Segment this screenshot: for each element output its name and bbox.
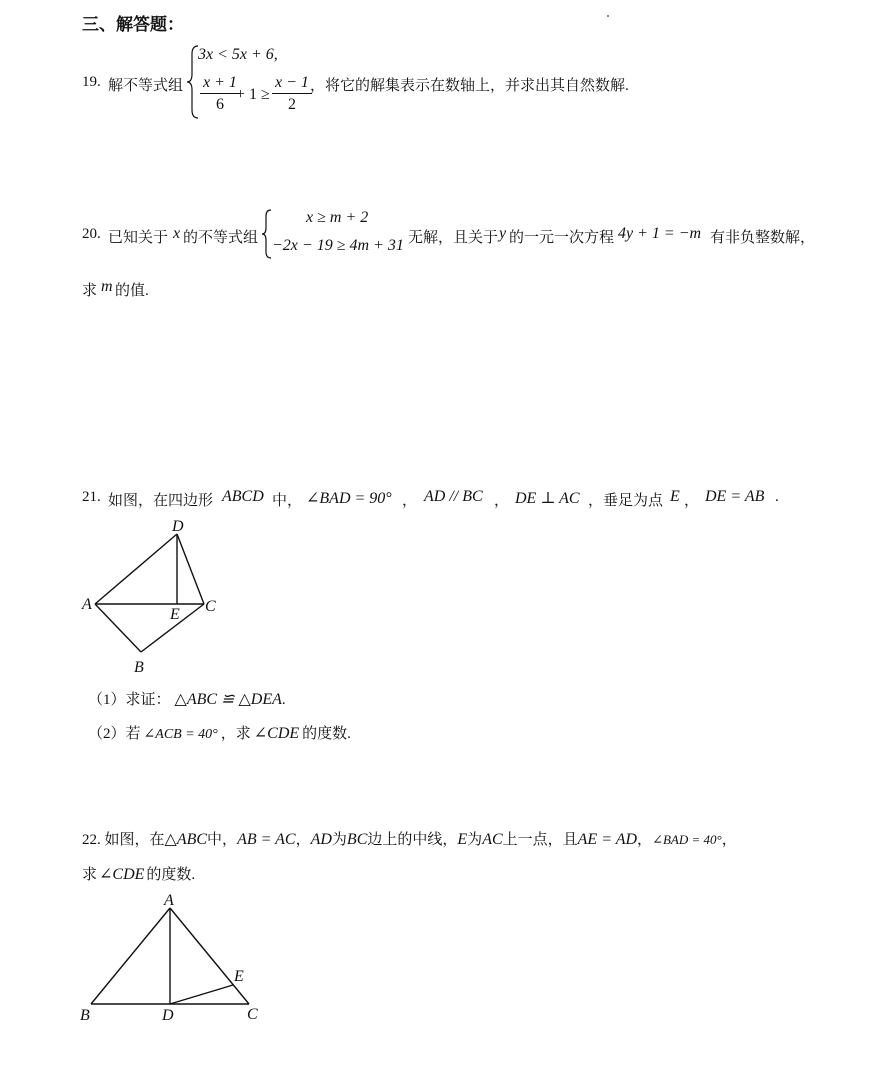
q22-lead: 如图，在 [104,832,165,848]
q19-frac1-den: 6 [215,96,224,113]
q19-line1: 3x < 5x + 6, [198,46,278,63]
q22-t5: 为 [467,832,483,848]
q20-lead-a: 已知关于 [108,230,169,246]
q21-part2 [88,722,351,743]
q21-number: 21. [82,489,101,505]
q20-mid-c: 有非负整数解， [710,230,816,246]
q20-var-m: m [101,278,113,295]
q22-label-a: A [164,892,174,909]
stray-dot [607,15,609,17]
q21-part1 [88,688,286,709]
q21-segment-dc [177,534,204,604]
q22-segment-ac [170,908,249,1004]
q21-figure [78,512,228,680]
q21-part1-math: △ABC ≌ △DEA [174,691,282,708]
q21-point-e: E [670,488,680,505]
q20-line1: x ≥ m + 2 [306,209,369,226]
q21-figure-lines [95,534,204,652]
q22-t6: 上一点，且 [502,832,578,848]
q20-number: 20. [82,226,101,242]
q22-m4: E [457,831,468,848]
q22-label-d: D [162,1007,174,1024]
q21-label-b: B [134,659,144,676]
q19-tail: ，将它的解集表示在数轴上，并求出其自然数解. [310,78,629,94]
q21-cond3: DE ⊥ AC [515,490,580,507]
q22-line2-math: ∠CDE [99,866,145,883]
q22-t1: 中， [207,832,238,848]
q19-frac2-den: 2 [287,96,296,113]
q21-segment-ad [95,534,177,604]
q22-line1 [82,828,737,849]
q21-part1-text: 求证： [125,692,171,708]
q21-label-a: A [82,596,92,613]
q21-label-c: C [205,598,216,615]
q22-line2 [82,863,195,884]
q21-sep3: ，垂足为点 [588,493,664,509]
q22-m5: AC [482,831,503,848]
q22-figure [78,888,278,1028]
q21-quad: ABCD [222,488,264,505]
q22-t3: 为 [331,832,347,848]
q22-line2-a: 求 [82,867,98,883]
q20-line2-b: 的值. [115,283,149,299]
q22-label-e: E [234,968,244,985]
q22-tri: △ABC [164,831,208,848]
q22-t7: ， [637,832,653,848]
q19-frac2-num: x − 1 [272,73,312,94]
q21-cond4: DE = AB [705,488,765,505]
q21-sep2: ， [494,493,510,509]
q22-figure-lines [91,908,249,1004]
section-heading: 三、解答题： [82,15,184,35]
q22-m6: AE = AD [577,831,638,848]
q21-part1-end: . [281,692,286,708]
q22-m2: AD [310,831,332,848]
q22-label-c: C [247,1006,258,1023]
q21-part2-mid: ，求 [220,726,251,742]
q22-number: 22. [82,832,101,848]
q22-m1: AB = AC [237,831,296,848]
q22-label-b: B [80,1007,90,1024]
q20-line2-a: 求 [82,283,98,299]
q21-part2-num: （2） [88,726,126,742]
q22-m3: BC [346,831,368,848]
q21-lead: 如图，在四边形 [108,493,214,509]
q21-part2-math1: ∠ACB = 40° [143,727,218,742]
q20-mid-a: 无解，且关于 [408,230,499,246]
q22-m7: ∠BAD = 40° [652,832,722,847]
q21-cond2: AD // BC [424,488,483,505]
q19-middle: + 1 ≥ [236,86,270,103]
q20-lead-b: 的不等式组 [183,230,259,246]
q21-label-d: D [172,518,184,535]
q22-line2-b: 的度数. [146,867,196,883]
q19-lead: 解不等式组 [108,78,184,94]
q21-part2-math2: ∠CDE [253,725,300,742]
q22-t4: 边上的中线， [367,832,458,848]
q21-part1-num: （1） [88,692,126,708]
q22-t8: ， [721,832,737,848]
q21-part2-end: 的度数. [302,726,351,742]
q21-part2-text: 若 [125,726,141,742]
q20-equation: 4y + 1 = −m [618,225,702,242]
q22-t2: ， [295,832,311,848]
q21-segment-ab [95,604,141,652]
q21-end: . [775,489,779,505]
q21-sep4: ， [684,493,700,509]
q20-var-x: x [173,225,181,242]
q22-segment-ab [91,908,170,1004]
q21-cond1: ∠BAD = 90° [306,490,392,507]
q20-line2: −2x − 19 ≥ 4m + 31 [272,237,404,254]
q20-mid-b: 的一元一次方程 [509,230,615,246]
q21-label-e: E [170,606,180,623]
q22-segment-de [170,985,233,1004]
q19-frac1-num: x + 1 [200,73,240,94]
q19-number: 19. [82,74,101,90]
q20-var-y: y [499,225,507,242]
q21-in: 中， [272,493,303,509]
q21-sep1: ， [402,493,418,509]
